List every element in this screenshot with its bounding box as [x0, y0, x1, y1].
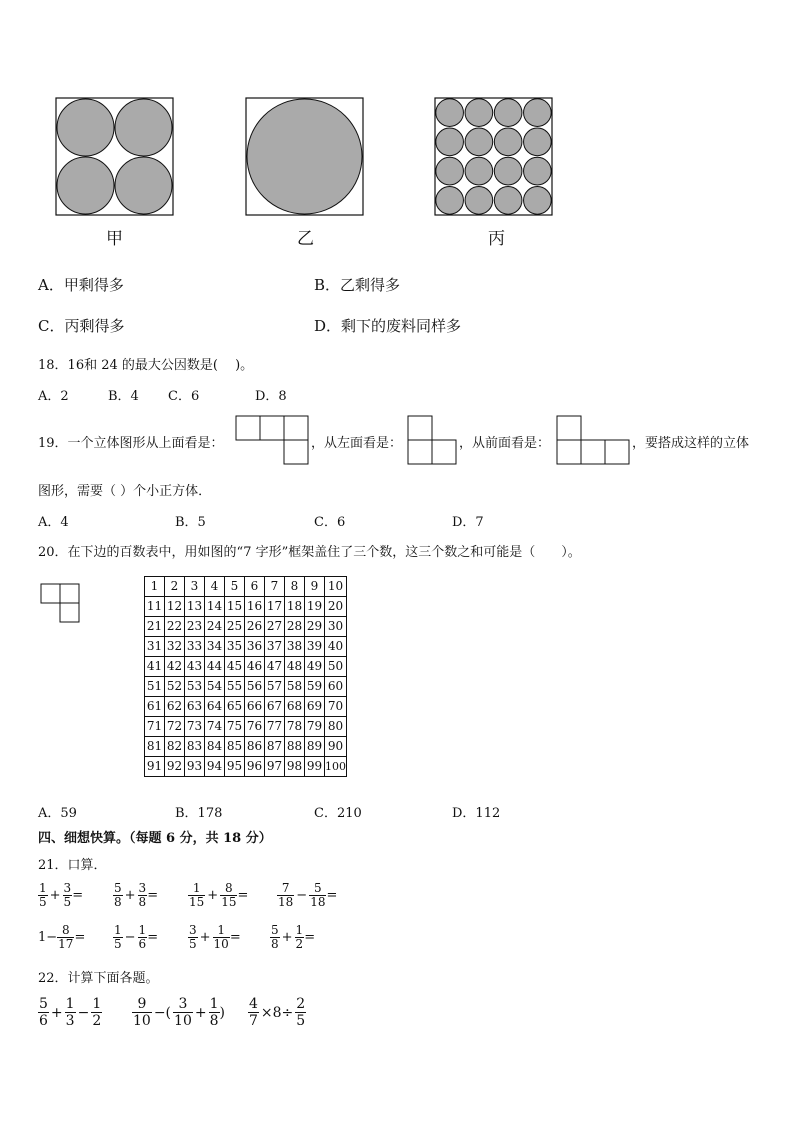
hundred-cell: 76: [245, 717, 265, 737]
label-bing: 丙: [488, 229, 505, 249]
hundred-cell: 78: [285, 717, 305, 737]
section-4-title: 四、细想快算。（每题 6 分，共 18 分）: [38, 831, 272, 846]
hundred-cell: 86: [245, 737, 265, 757]
hundred-cell: 71: [145, 717, 165, 737]
label-jia: 甲: [106, 229, 123, 249]
hundred-cell: 67: [265, 697, 285, 717]
hundred-cell: 93: [185, 757, 205, 777]
hundred-cell: 6: [245, 577, 265, 597]
q20-option-a[interactable]: A．59: [38, 806, 77, 821]
hundred-cell: 83: [185, 737, 205, 757]
hundred-cell: 35: [225, 637, 245, 657]
label-yi: 乙: [297, 229, 314, 249]
hundred-cell: 91: [145, 757, 165, 777]
hundred-cell: 39: [305, 637, 325, 657]
hundred-cell: 84: [205, 737, 225, 757]
hundred-cell: 23: [185, 617, 205, 637]
hundred-cell: 41: [145, 657, 165, 677]
hundred-cell: 25: [225, 617, 245, 637]
hundred-cell: 63: [185, 697, 205, 717]
hundred-cell: 74: [205, 717, 225, 737]
hundred-cell: 20: [325, 597, 347, 617]
q21-expr-5: 1− $\frac{8}{17}$ =: [38, 923, 86, 951]
q18-option-b[interactable]: B．4: [108, 389, 139, 404]
hundred-cell: 24: [205, 617, 225, 637]
hundred-cell: 28: [285, 617, 305, 637]
hundred-cell: 82: [165, 737, 185, 757]
hundred-cell: 100: [325, 757, 347, 777]
hundred-cell: 90: [325, 737, 347, 757]
q17-option-a[interactable]: A．甲剩得多: [38, 276, 124, 294]
hundred-cell: 34: [205, 637, 225, 657]
hundred-cell: 80: [325, 717, 347, 737]
q21-expr-6: $\frac{1}{5}$ − $\frac{1}{6}$ =: [114, 923, 159, 951]
hundred-cell: 68: [285, 697, 305, 717]
small-circle: [436, 187, 464, 215]
hundred-cell: 8: [285, 577, 305, 597]
hundred-cell: 56: [245, 677, 265, 697]
small-circle: [436, 99, 464, 127]
hundred-cell: 58: [285, 677, 305, 697]
hundred-cell: 5: [225, 577, 245, 597]
q20-option-c[interactable]: C．210: [314, 806, 362, 821]
q19-option-d[interactable]: D．7: [452, 515, 484, 530]
figure-bing: [434, 97, 554, 217]
hundred-cell: 59: [305, 677, 325, 697]
hundred-cell: 61: [145, 697, 165, 717]
hundred-cell: 62: [165, 697, 185, 717]
hundred-cell: 7: [265, 577, 285, 597]
q19-stem-part4: ，要搭成这样的立体: [632, 436, 750, 451]
q17-option-c[interactable]: C．丙剩得多: [38, 317, 125, 335]
top-view-figure: [235, 415, 310, 466]
hundred-cell: 51: [145, 677, 165, 697]
q21-expr-7: $\frac{3}{5}$ + $\frac{1}{10}$ =: [189, 923, 241, 951]
hundred-cell: 33: [185, 637, 205, 657]
hundred-cell: 77: [265, 717, 285, 737]
q22-expr-3: $\frac{4}{7}$ ×8÷ $\frac{2}{5}$: [249, 996, 306, 1029]
hundred-cell: 81: [145, 737, 165, 757]
small-circle: [436, 128, 464, 156]
seven-shape-frame: [40, 583, 82, 625]
hundred-cell: 46: [245, 657, 265, 677]
q19-option-c[interactable]: C．6: [314, 515, 346, 530]
hundred-cell: 2: [165, 577, 185, 597]
hundred-cell: 43: [185, 657, 205, 677]
hundred-cell: 53: [185, 677, 205, 697]
hundred-cell: 47: [265, 657, 285, 677]
hundred-cell: 27: [265, 617, 285, 637]
hundred-cell: 48: [285, 657, 305, 677]
hundred-cell: 40: [325, 637, 347, 657]
q22-expr-1: $\frac{5}{6}$ + $\frac{1}{3}$ − $\frac{1}{2}$: [39, 996, 102, 1029]
hundred-cell: 38: [285, 637, 305, 657]
hundred-cell: 72: [165, 717, 185, 737]
small-circle: [494, 128, 522, 156]
small-circle: [524, 128, 552, 156]
q22-expr-2: $\frac{9}{10}$ −( $\frac{3}{10}$ + $\frac{1}{8}$ ): [133, 996, 225, 1029]
q18-option-a[interactable]: A．2: [38, 389, 69, 404]
small-circle: [494, 157, 522, 185]
q19-option-a[interactable]: A．4: [38, 515, 69, 530]
hundred-cell: 87: [265, 737, 285, 757]
hundred-cell: 60: [325, 677, 347, 697]
q17-option-d[interactable]: D．剩下的废料同样多: [314, 317, 462, 335]
hundred-cell: 64: [205, 697, 225, 717]
hundred-cell: 89: [305, 737, 325, 757]
q20-stem: 20．在下边的百数表中，用如图的“7 字形”框架盖住了三个数，这三个数之和可能是（ ）。: [38, 545, 581, 560]
figure-yi: [245, 97, 365, 217]
small-circle: [465, 99, 493, 127]
q19-stem-part2: ，从左面看是：: [311, 436, 403, 451]
hundred-cell: 66: [245, 697, 265, 717]
hundred-cell: 10: [325, 577, 347, 597]
small-circle: [524, 157, 552, 185]
small-circle: [465, 157, 493, 185]
hundred-cell: 88: [285, 737, 305, 757]
small-circle: [494, 99, 522, 127]
hundred-cell: 96: [245, 757, 265, 777]
left-view-figure: [407, 415, 458, 466]
q18-stem: 18．16和 24 的最大公因数是( )。: [38, 358, 254, 373]
hundred-cell: 50: [325, 657, 347, 677]
hundred-cell: 75: [225, 717, 245, 737]
hundred-cell: 4: [205, 577, 225, 597]
hundred-cell: 52: [165, 677, 185, 697]
hundred-cell: 16: [245, 597, 265, 617]
q18-option-d[interactable]: D．8: [255, 389, 287, 404]
q19-stem-line2: 图形，需要（ ）个小正方体．: [38, 484, 212, 499]
hundred-cell: 55: [225, 677, 245, 697]
hundred-cell: 37: [265, 637, 285, 657]
hundred-cell: 1: [145, 577, 165, 597]
q21-expr-8: $\frac{5}{8}$ + $\frac{1}{2}$ =: [271, 923, 316, 951]
hundred-cell: 98: [285, 757, 305, 777]
hundred-cell: 19: [305, 597, 325, 617]
hundred-cell: 9: [305, 577, 325, 597]
hundred-cell: 13: [185, 597, 205, 617]
small-circle: [494, 187, 522, 215]
q21-expr-3: $\frac{1}{15}$ + $\frac{8}{15}$ =: [189, 881, 249, 909]
small-circle: [524, 187, 552, 215]
hundred-cell: 18: [285, 597, 305, 617]
hundred-cell: 12: [165, 597, 185, 617]
q18-option-c[interactable]: C．6: [168, 389, 200, 404]
hundred-cell: 26: [245, 617, 265, 637]
small-circle: [465, 128, 493, 156]
hundred-cell: 14: [205, 597, 225, 617]
hundred-cell: 54: [205, 677, 225, 697]
q20-option-b[interactable]: B．178: [175, 806, 223, 821]
hundred-cell: 11: [145, 597, 165, 617]
q21-stem: 21．口算．: [38, 858, 107, 873]
hundred-cell: 57: [265, 677, 285, 697]
q21-expr-1: $\frac{1}{5}$ + $\frac{3}{5}$ =: [39, 881, 84, 909]
hundred-cell: 30: [325, 617, 347, 637]
q21-expr-4: $\frac{7}{18}$ − $\frac{5}{18}$ =: [278, 881, 338, 909]
hundred-cell: 79: [305, 717, 325, 737]
small-circle: [465, 187, 493, 215]
hundred-cell: 42: [165, 657, 185, 677]
hundred-cell: 95: [225, 757, 245, 777]
hundred-cell: 31: [145, 637, 165, 657]
hundred-cell: 69: [305, 697, 325, 717]
hundred-cell: 17: [265, 597, 285, 617]
hundred-cell: 70: [325, 697, 347, 717]
q21-expr-2: $\frac{5}{8}$ + $\frac{3}{8}$ =: [114, 881, 159, 909]
q19-stem-part3: ，从前面看是：: [459, 436, 551, 451]
small-circle: [436, 157, 464, 185]
hundred-cell: 15: [225, 597, 245, 617]
hundred-cell: 36: [245, 637, 265, 657]
q20-option-d[interactable]: D．112: [452, 806, 501, 821]
hundred-cell: 49: [305, 657, 325, 677]
q19-option-b[interactable]: B．5: [175, 515, 206, 530]
hundred-cell: 99: [305, 757, 325, 777]
hundred-cell: 85: [225, 737, 245, 757]
hundred-cell: 29: [305, 617, 325, 637]
hundred-cell: 92: [165, 757, 185, 777]
hundred-cell: 22: [165, 617, 185, 637]
hundred-chart: [144, 576, 347, 777]
hundred-cell: 32: [165, 637, 185, 657]
hundred-cell: 44: [205, 657, 225, 677]
hundred-cell: 21: [145, 617, 165, 637]
q22-stem: 22．计算下面各题。: [38, 971, 159, 986]
hundred-cell: 45: [225, 657, 245, 677]
front-view-figure: [556, 415, 631, 466]
q19-stem-part1: 19．一个立体图形从上面看是：: [38, 436, 224, 451]
hundred-cell: 65: [225, 697, 245, 717]
q17-option-b[interactable]: B．乙剩得多: [314, 276, 401, 294]
hundred-cell: 97: [265, 757, 285, 777]
hundred-cell: 94: [205, 757, 225, 777]
small-circle: [524, 99, 552, 127]
hundred-cell: 73: [185, 717, 205, 737]
hundred-cell: 3: [185, 577, 205, 597]
figure-jia: [55, 97, 175, 217]
